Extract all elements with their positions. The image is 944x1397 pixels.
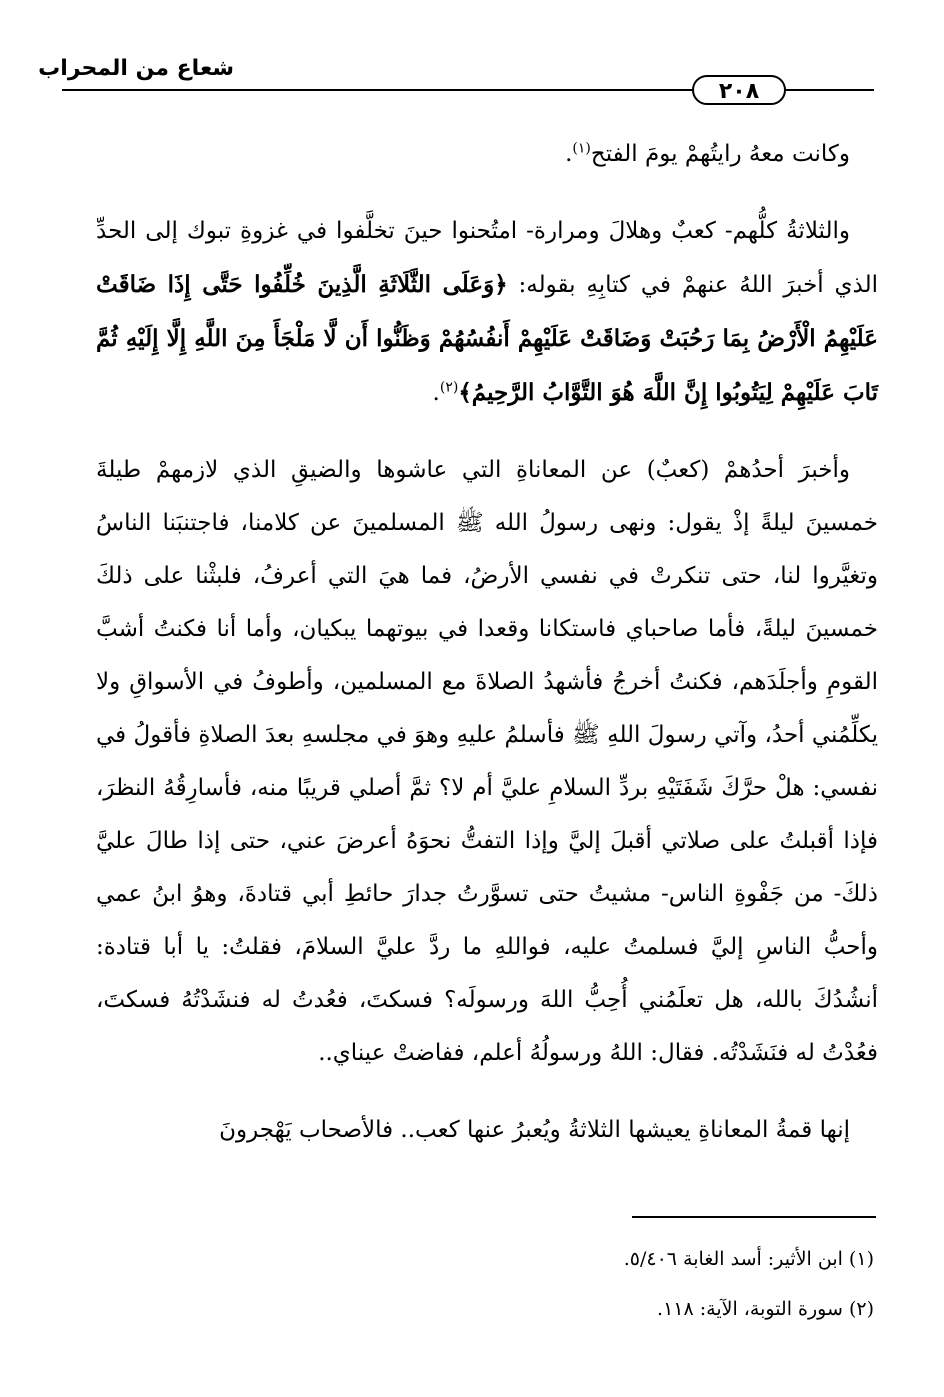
paragraph-1 [96,128,878,181]
body-text [96,128,878,1181]
running-title: شعاع من المحراب [38,56,234,81]
paragraph-4: إنها قمةُ المعاناةِ يعيشها الثلاثةُ ويُعبرُ عنها كعب.. فالأصحاب يَهْجرونَ [219,1117,850,1143]
paragraph-2-end: . [432,380,440,406]
quran-verse: ﴿وَعَلَى الثَّلَاثَةِ الَّذِينَ خُلِّفُوا حَتَّى إِذَا ضَاقَتْ عَلَيْهِمُ الْأَرْضُ بِمَا رَحُبَتْ وَضَاقَتْ عَلَيْهِمْ أَنفُسُهُمْ وَظَنُّوا أَن لَّا مَلْجَأَ مِنَ اللَّهِ إِلَّا إِلَيْهِ ثُمَّ تَابَ عَلَيْهِمْ لِيَتُوبُوا إِنَّ اللَّهَ هُوَ التَّوَّابُ الرَّحِيمُ﴾ [96,271,878,406]
paragraph-2 [96,205,878,420]
footnote-1: (١) ابن الأثير: أسد الغابة ٥/٤٠٦. [623,1248,874,1270]
page-number: ٢٠٨ [692,75,786,105]
footnotes [94,1234,874,1334]
paragraph-1-text: وكانت معهُ رايتُهمْ يومَ الفتح [590,141,850,167]
footnote-ref-2: (٢) [439,379,459,396]
paragraph-3: وأخبرَ أحدُهمْ (كعبٌ) عن المعاناةِ التي عاشوها والضيقِ الذي لازمهمْ طيلةَ خمسينَ ليلةً إذْ يقول: ونهى رسولُ الله ﷺ المسلمينَ عن كلامنا، فاجتنبَنا الناسُ وتغيَّروا لنا، حتى تنكرتْ في نفسي الأرضُ، فما هيَ التي أعرفُ، فلبثْنا على ذلكَ خمسينَ ليلةً، فأما صاحباي فاستكانا وقعدا في بيوتهما يبكيان، وأما أنا فكنتُ أشبَّ القومِ وأجلَدَهم، فكنتُ أخرجُ فأشهدُ الصلاةَ مع المسلمين، وأطوفُ في الأسواقِ ولا يكلِّمُني أحدُ، وآتي رسولَ اللهِ ﷺ فأسلمُ عليهِ وهوَ في مجلسهِ بعدَ الصلاةِ فأقولُ في نفسي: هلْ حرَّكَ شَفَتَيْهِ بردِّ السلامِ عليَّ أم لا؟ ثمَّ أصلي قريبًا منه، فأسارِقُهُ النظرَ، فإذا أقبلتُ على صلاتي أقبلَ إليَّ وإذا التفتُّ نحوَهُ أعرضَ عني، حتى إذا طالَ عليَّ ذلكَ- من جَفْوةِ الناس- مشيتُ حتى تسوَّرتُ جدارَ حائطِ أبي قتادةَ، وهوُ ابنُ عمي وأحبُّ الناسِ إليَّ فسلمتُ عليه، فواللهِ ما ردَّ عليَّ السلامَ، فقلتُ: يا أبا قتادة: أنشُدُكَ بالله، هل تعلَمُني أُحِبُّ اللهَ ورسولَه؟ فسكتَ، فعُدتُ له فنشَدْتُهُ فسكتَ، فعُدْتُ له فنَشَدْتُه. فقال: اللهُ ورسولُهُ أعلم، ففاضتْ عيناي.. [96,457,878,1066]
footnote-rule [632,1216,876,1218]
paragraph-2-text: والثلاثةُ كلُّهم- كعبٌ وهلالَ ومرارة- امتُحنوا حينَ تخلَّفوا في غزوةِ تبوك إلى الحدِّ الذي أخبرَ اللهُ عنهمْ في كتابِهِ بقوله: [96,218,878,298]
footnote-ref-1: (١) [572,140,591,157]
footnote-2: (٢) سورة التوبة، الآية: ١١٨. [657,1298,874,1320]
paragraph-1-end: . [565,141,573,167]
